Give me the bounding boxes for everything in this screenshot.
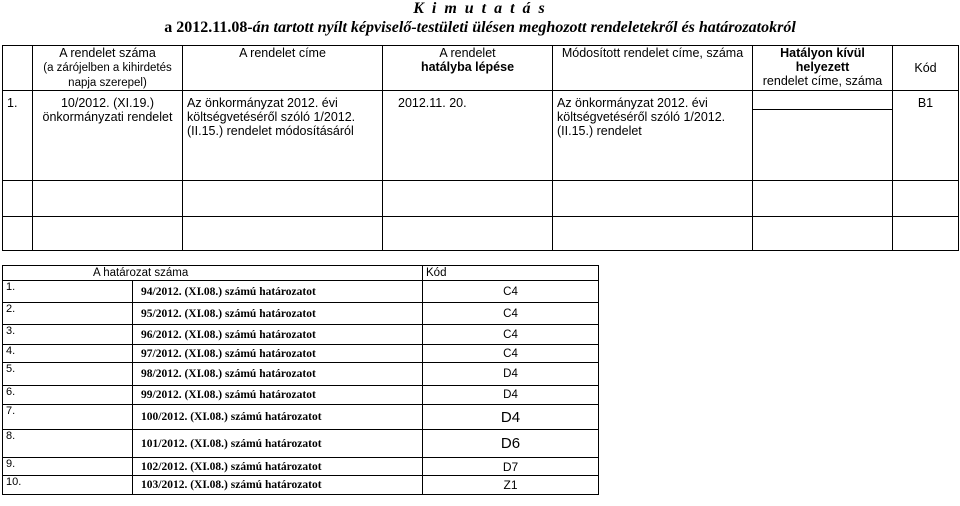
hatarozat-num: 4.: [3, 345, 133, 363]
hatarozat-kod: D6: [423, 430, 599, 458]
hatarozat-num: 6.: [3, 386, 133, 405]
hatarozat-text: 97/2012. (XI.08.) számú határozatot: [133, 345, 423, 363]
header-hatalyon-kivul-cell: [753, 46, 893, 91]
hatarozat-kod: D4: [423, 363, 599, 386]
hatarozat-kod: C4: [423, 325, 599, 345]
header-cime: A rendelet címe: [183, 46, 383, 91]
blank-line: [753, 96, 893, 110]
row-hatalyba: 2012.11. 20.: [383, 91, 553, 181]
table-row: [3, 363, 599, 386]
header-szama-cell: [33, 46, 183, 91]
hatarozat-kod: Z1: [423, 476, 599, 495]
table-row: [3, 430, 599, 458]
header-num-cell: [3, 46, 33, 91]
hatarozat-kod: C4: [423, 303, 599, 325]
subtitle-date: a 2012.11.08: [164, 19, 248, 36]
hatarozat-text: 102/2012. (XI.08.) számú határozatot: [133, 458, 423, 476]
document-title: K i m u t a t á s: [413, 0, 547, 17]
hatarozat-kod: C4: [423, 281, 599, 303]
table-row: [3, 303, 599, 325]
hatarozat-num: 1.: [3, 281, 133, 303]
rendelet-table-header: [3, 46, 959, 91]
hatarozat-num: 7.: [3, 405, 133, 430]
header-hatalyon-kivul-2: rendelet címe, száma: [762, 74, 883, 88]
header-hatarozat-szama: A határozat száma: [3, 266, 423, 281]
subtitle-text: -án tartott nyílt képviselő-testületi ülésen meghozott rendeletekről és határozatokról: [247, 19, 796, 36]
header-kod: Kód: [893, 46, 959, 91]
table-row: [3, 281, 599, 303]
table-row: [3, 405, 599, 430]
header-hatarozat-kod: Kód: [423, 266, 599, 281]
hatarozat-num: 8.: [3, 430, 133, 458]
header-hatalyba-cell: [383, 46, 553, 91]
hatarozat-text: 103/2012. (XI.08.) számú határozatot: [133, 476, 423, 495]
table-row: [3, 458, 599, 476]
empty-row: [3, 217, 959, 251]
hatarozat-text: 96/2012. (XI.08.) számú határozatot: [133, 325, 423, 345]
table-row: [3, 386, 599, 405]
hatarozat-kod: D4: [423, 386, 599, 405]
header-szama-note: (a zárójelben a kihirdetés napja szerepel): [43, 62, 172, 89]
row-kod: B1: [893, 91, 959, 181]
hatarozat-kod: C4: [423, 345, 599, 363]
hatarozat-kod: D4: [423, 405, 599, 430]
hatarozat-num: 10.: [3, 476, 133, 495]
table-row: [3, 325, 599, 345]
table-row: [3, 345, 599, 363]
header-hatalyba-1: A rendelet: [439, 46, 496, 60]
header-hatalyon-kivul-1: Hatályon kívül helyezett: [780, 46, 865, 74]
row-cime: Az önkormányzat 2012. évi költségvetéséről szóló 1/2012. (II.15.) rendelet módosításáról: [183, 91, 383, 181]
hatarozat-table: [2, 265, 599, 495]
hatarozat-text: 100/2012. (XI.08.) számú határozatot: [133, 405, 423, 430]
hatarozat-table-header: [3, 266, 599, 281]
header-modositott: Módosított rendelet címe, száma: [553, 46, 753, 91]
document-subtitle: [0, 18, 960, 38]
hatarozat-kod: D7: [423, 458, 599, 476]
table-row: [3, 91, 959, 181]
hatarozat-num: 9.: [3, 458, 133, 476]
row-hatalyon-kivul: [753, 91, 893, 181]
header-szama: A rendelet száma: [59, 46, 156, 60]
hatarozat-num: 5.: [3, 363, 133, 386]
row-modositott: Az önkormányzat 2012. évi költségvetéséről szóló 1/2012. (II.15.) rendelet: [553, 91, 753, 181]
row-szama: 10/2012. (XI.19.) önkormányzati rendelet: [33, 91, 183, 181]
row-num: 1.: [3, 91, 33, 181]
hatarozat-text: 94/2012. (XI.08.) számú határozatot: [133, 281, 423, 303]
header-hatalyba-2: hatályba lépése: [420, 60, 515, 74]
hatarozat-text: 101/2012. (XI.08.) számú határozatot: [133, 430, 423, 458]
hatarozat-num: 3.: [3, 325, 133, 345]
hatarozat-text: 99/2012. (XI.08.) számú határozatot: [133, 386, 423, 405]
hatarozat-text: 95/2012. (XI.08.) számú határozatot: [133, 303, 423, 325]
empty-row: [3, 181, 959, 217]
rendelet-table: [2, 45, 959, 251]
hatarozat-num: 2.: [3, 303, 133, 325]
table-row: [3, 476, 599, 495]
hatarozat-text: 98/2012. (XI.08.) számú határozatot: [133, 363, 423, 386]
